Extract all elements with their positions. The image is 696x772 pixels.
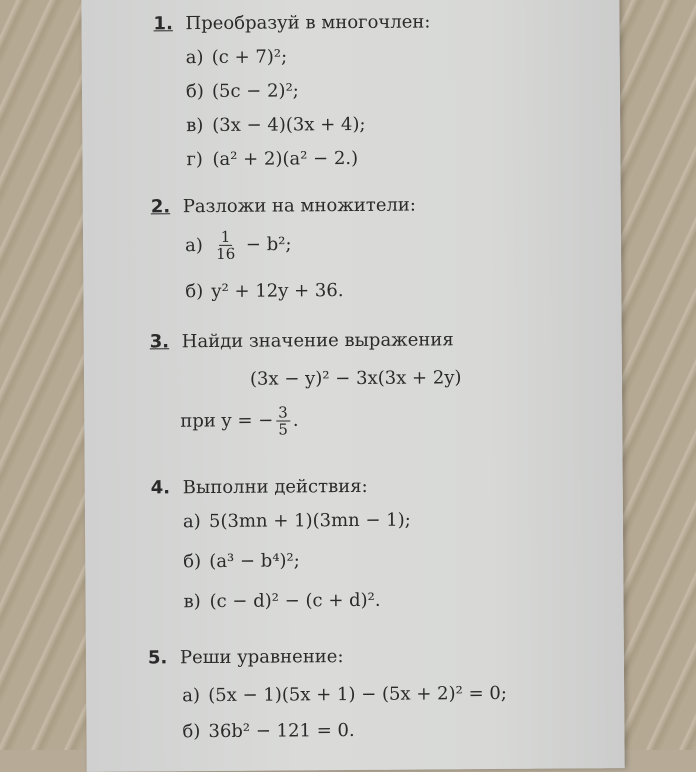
exercise-5-item-b [182, 720, 354, 742]
exercise-3-condition [180, 404, 299, 438]
exercise-4-title [151, 476, 368, 499]
item-expression: (a² + 2)(a² − 2.) [212, 147, 359, 170]
exercise-1-title [153, 11, 430, 34]
item-label: б) [185, 81, 204, 103]
item-label: а) [182, 511, 201, 533]
exercise-1-item-c [186, 114, 365, 136]
item-expression: 5(3mn + 1)(3mn − 1); [208, 509, 411, 533]
fraction-denominator: 16 [216, 244, 236, 263]
fraction [214, 229, 237, 262]
fraction-numerator: 1 [220, 227, 231, 246]
exercise-3-expression: (3x − y)² − 3x(3x + 2y) [249, 367, 462, 390]
exercise-1-heading: Преобразуй в многочлен: [185, 11, 431, 35]
item-label: б) [185, 281, 204, 303]
exercise-4-item-b [183, 550, 300, 572]
worksheet-page [81, 0, 624, 772]
exercise-4-item-c [183, 590, 380, 612]
exercise-5-number: 5. [147, 647, 168, 669]
exercise-3-heading: Найди значение выражения [181, 329, 454, 353]
exercise-4-number: 4. [150, 477, 171, 499]
item-label: б) [183, 551, 202, 573]
exercise-1-item-a [186, 46, 288, 68]
item-label: а) [185, 47, 204, 69]
item-label: г) [186, 149, 203, 171]
item-expression: − b²; [245, 233, 292, 256]
condition-suffix: . [292, 409, 299, 431]
exercise-1-number: 1. [153, 13, 173, 35]
item-expression: y² + 12y + 36. [211, 280, 344, 302]
exercise-2-title [151, 195, 416, 218]
exercise-5-title [148, 646, 344, 668]
exercise-1-item-d [186, 148, 358, 170]
exercise-2-item-a [185, 228, 292, 262]
exercise-5-item-a [182, 683, 507, 706]
condition-prefix: при y = − [180, 410, 274, 432]
item-expression: (5c − 2)²; [211, 80, 299, 102]
item-expression: (c + 7)²; [211, 46, 288, 68]
item-label: б) [182, 721, 201, 743]
item-expression: 36b² − 121 = 0. [208, 719, 355, 743]
exercise-2-item-b [185, 280, 343, 302]
fraction [276, 404, 290, 437]
exercise-3-title [150, 329, 454, 352]
exercise-3-number: 3. [149, 331, 170, 353]
exercise-1-item-b [186, 80, 299, 102]
item-label: в) [186, 115, 204, 137]
exercise-2-number: 2. [150, 196, 171, 218]
fraction-numerator: 3 [278, 403, 288, 422]
exercise-4-heading: Выполни действия: [182, 475, 368, 499]
item-label: а) [182, 685, 201, 707]
item-expression: (a³ − b⁴)²; [209, 550, 300, 573]
wood-background-left [0, 0, 90, 750]
exercise-4-item-a [183, 510, 411, 533]
item-label: а) [184, 234, 203, 256]
item-label: в) [183, 591, 201, 613]
wood-background-right [615, 0, 696, 750]
item-expression: (5x − 1)(5x + 1) − (5x + 2)² = 0; [208, 682, 507, 707]
fraction-denominator: 5 [278, 420, 288, 439]
exercise-5-heading: Реши уравнение: [179, 646, 344, 669]
item-expression: (3x − 4)(3x + 4); [212, 113, 366, 136]
exercise-2-heading: Разложи на множители: [182, 194, 417, 218]
item-expression: (c − d)² − (c + d)². [209, 589, 381, 613]
